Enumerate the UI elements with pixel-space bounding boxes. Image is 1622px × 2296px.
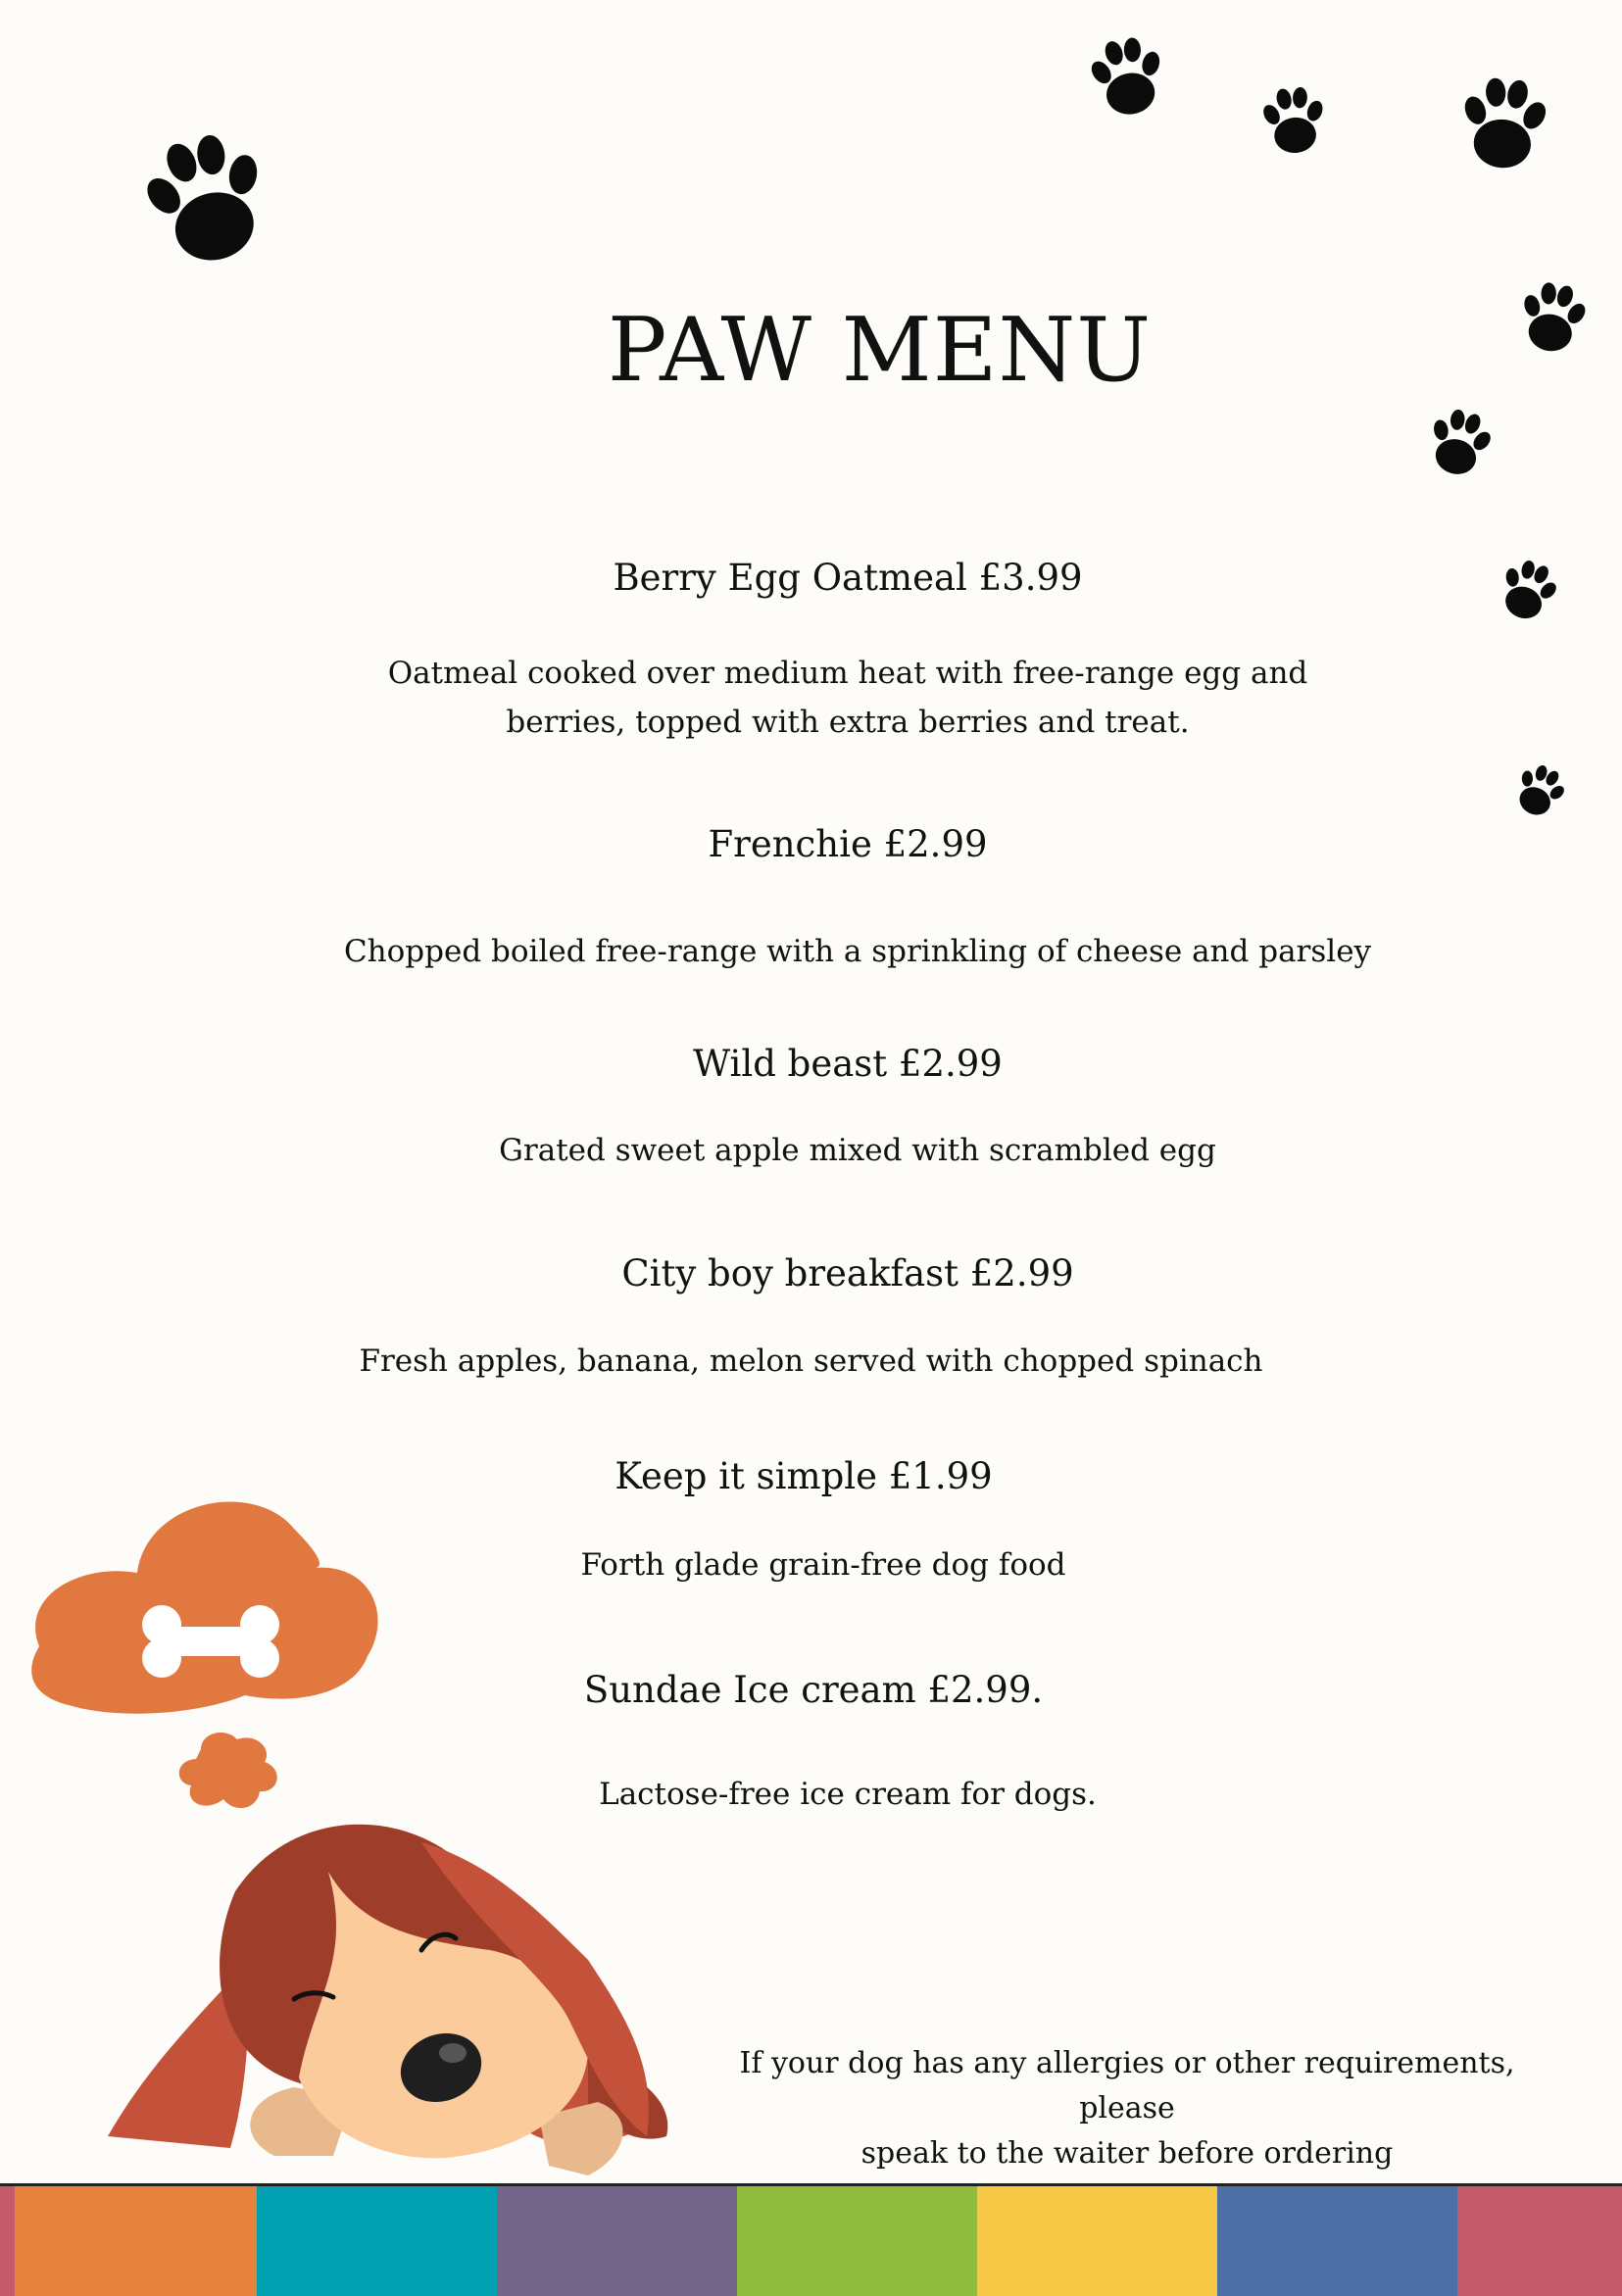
paw-print-icon <box>1254 73 1333 157</box>
sleeping-dog-illustration <box>0 1470 706 2175</box>
paw-print-icon <box>1509 755 1573 818</box>
allergy-note: If your dog has any allergies or other requirements, please speak to the waiter before ordering <box>739 2046 1515 2171</box>
color-stripe <box>0 2186 15 2296</box>
menu-item-name: Berry Egg Oatmeal £3.99 <box>613 557 1083 599</box>
menu-item-description: Chopped boiled free-range with a sprinkling of cheese and parsley <box>343 934 1372 969</box>
paw-print-icon <box>1078 20 1176 118</box>
color-stripe <box>497 2186 737 2296</box>
menu-title: PAW MENU <box>607 299 1153 402</box>
color-stripe <box>257 2186 497 2296</box>
menu-item-description: Lactose-free ice cream for dogs. <box>599 1777 1097 1812</box>
menu-item-description: Fresh apples, banana, melon served with chopped spinach <box>359 1343 1263 1379</box>
menu-item-name: Frenchie £2.99 <box>708 823 988 865</box>
menu-item-name: Sundae Ice cream £2.99. <box>583 1669 1044 1711</box>
menu-item-name: Wild beast £2.99 <box>693 1043 1003 1085</box>
menu-item-description: Forth glade grain-free dog food <box>580 1547 1066 1583</box>
paw-print-icon <box>1450 59 1558 171</box>
paw-print-icon <box>1495 549 1563 622</box>
color-stripe <box>15 2186 257 2296</box>
color-stripe <box>977 2186 1217 2296</box>
menu-item-name: Keep it simple £1.99 <box>614 1455 993 1497</box>
paw-print-icon <box>1421 397 1499 475</box>
color-stripe <box>1457 2186 1622 2296</box>
menu-item-name: City boy breakfast £2.99 <box>621 1252 1074 1295</box>
color-stripe <box>737 2186 977 2296</box>
dog <box>108 1825 667 2175</box>
menu-item-description: Oatmeal cooked over medium heat with free-range egg and berries, topped with extra berries and treat. <box>387 656 1308 740</box>
color-stripe-footer <box>0 2183 1622 2296</box>
menu-item-description: Grated sweet apple mixed with scrambled egg <box>499 1133 1216 1168</box>
paw-print-icon <box>132 108 279 265</box>
color-stripe <box>1217 2186 1457 2296</box>
